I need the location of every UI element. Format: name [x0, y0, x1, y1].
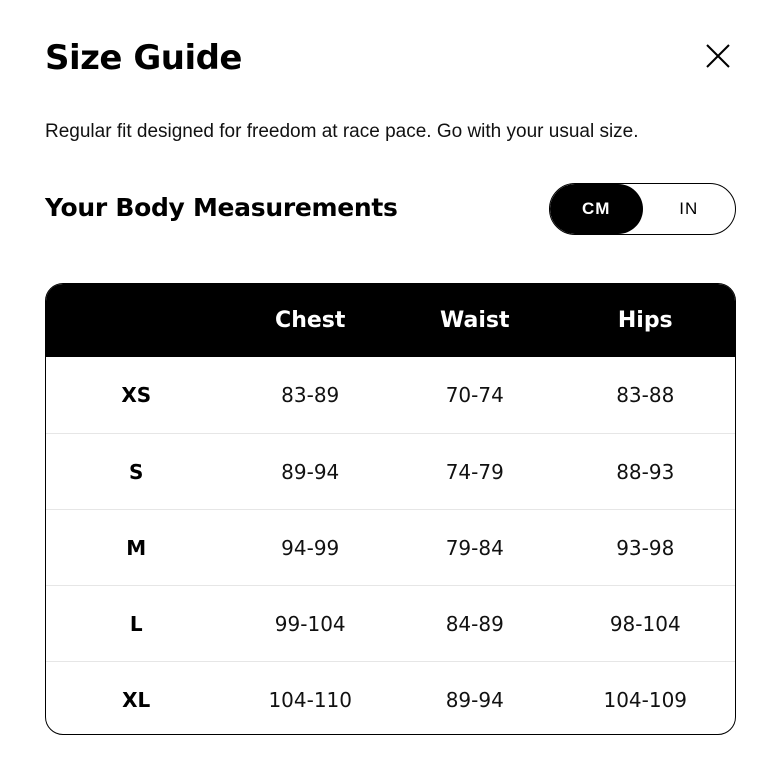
- waist-value: 74-79: [445, 459, 504, 484]
- table-row: [46, 585, 735, 661]
- hips-value: 98-104: [609, 611, 681, 636]
- close-button[interactable]: [700, 38, 736, 74]
- table-row: [46, 509, 735, 585]
- chest-value: 94-99: [281, 535, 340, 560]
- size-label: L: [129, 611, 143, 636]
- table-row: [46, 433, 735, 509]
- table-row: [46, 357, 735, 433]
- waist-value: 89-94: [445, 687, 504, 712]
- page-title: Size Guide: [45, 38, 242, 78]
- table-body: [46, 357, 735, 735]
- size-label: S: [129, 459, 144, 484]
- header-waist: Waist: [440, 308, 510, 333]
- section-title: Your Body Measurements: [45, 193, 398, 222]
- unit-option-in[interactable]: IN: [679, 199, 699, 218]
- chest-value: 99-104: [274, 611, 346, 636]
- waist-value: 79-84: [445, 535, 504, 560]
- size-label: M: [126, 535, 147, 560]
- chest-value: 83-89: [281, 383, 340, 407]
- chest-value: 89-94: [281, 459, 340, 484]
- header-chest: Chest: [275, 308, 346, 333]
- waist-value: 84-89: [445, 611, 504, 636]
- size-label: XL: [122, 687, 151, 712]
- waist-value: 70-74: [445, 383, 504, 407]
- table-row: [46, 661, 735, 735]
- chest-value: 104-110: [268, 687, 353, 712]
- header-hips: Hips: [617, 308, 673, 333]
- hips-value: 88-93: [616, 459, 675, 484]
- table-header: [46, 284, 735, 357]
- unit-option-cm[interactable]: CM: [550, 184, 643, 234]
- fit-description: Regular fit designed for freedom at race pace. Go with your usual size.: [45, 121, 639, 142]
- close-icon: [705, 43, 731, 69]
- hips-value: 104-109: [603, 687, 688, 712]
- size-label: XS: [121, 383, 152, 407]
- hips-value: 93-98: [616, 535, 675, 560]
- unit-toggle: [549, 183, 736, 235]
- size-table: [45, 283, 736, 735]
- hips-value: 83-88: [616, 383, 675, 407]
